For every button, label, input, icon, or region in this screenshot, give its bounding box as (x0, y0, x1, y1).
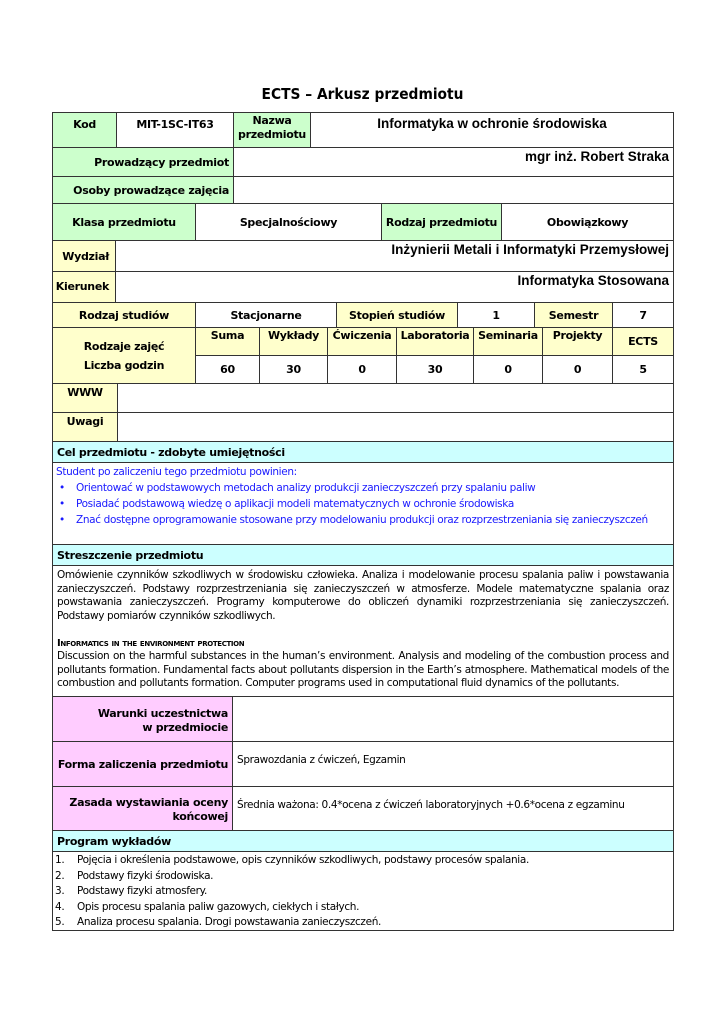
liczba-label: Liczba godzin (83, 359, 165, 372)
program-item (55, 853, 673, 869)
www-value (117, 383, 674, 413)
hours-col-label-projekty: Projekty (542, 327, 613, 356)
warunki-label-line1: Warunki uczestnictwa (97, 707, 228, 720)
zasada-label-line1: Zasada wystawiania oceny (69, 796, 228, 809)
rodzaj-value: Obowiązkowy (501, 203, 674, 241)
hours-col-label-seminaria: Seminaria (473, 327, 543, 356)
summary-en-title: Informatics in the environment protection (57, 638, 245, 649)
wydzial-label: Wydział (52, 240, 116, 272)
hours-col-label-ects: ECTS (612, 327, 674, 356)
summary-text-en: Discussion on the harmful substances in the human’s environment. Analysis and modeling of the combustion process and pollutants formation. Fundamental facts about pollutants dispersion in the Earth’s atmosphere. Mathematical models of the combustion and pollutants formation. Computer programs used in computational fluid dynamics of the pollutants. (57, 650, 669, 689)
summary-section (52, 565, 674, 697)
goals-intro: Student po zaliczeniu tego przedmiotu powinien: (56, 466, 297, 478)
kod-label: Kod (52, 112, 117, 148)
kierunek-label: Kierunek (52, 271, 116, 303)
summary-heading: Streszczenie przedmiotu (52, 544, 674, 566)
nazwa-label: Nazwa przedmiotu (233, 112, 311, 148)
rodzaje-liczba-label (52, 327, 196, 384)
hours-col-value: 0 (473, 355, 543, 384)
hours-col-value: 0 (542, 355, 613, 384)
stopien-label: Stopień studiów (336, 302, 458, 328)
program-item-number: 5. (55, 916, 65, 928)
semestr-label: Semestr (534, 302, 613, 328)
kierunek-value: Informatyka Stosowana (115, 271, 674, 303)
hours-col-value: 5 (612, 355, 674, 384)
program-item-text: Opis procesu spalania paliw gazowych, ciekłych i stałych. (77, 900, 360, 913)
program-item (55, 869, 673, 885)
semestr-value: 7 (612, 302, 674, 328)
program-item-text: Podstawy fizyki atmosfery. (77, 885, 207, 897)
program-item (55, 900, 673, 916)
program-item-text: Podstawy fizyki środowiska. (77, 869, 214, 882)
hours-col-value: 30 (259, 355, 328, 384)
hours-col-value: 30 (396, 355, 474, 384)
forma-value: Sprawozdania z ćwiczeń, Egzamin (232, 741, 674, 787)
warunki-value (232, 696, 674, 742)
stopien-value: 1 (457, 302, 535, 328)
hours-col-label-laboratoria: Laboratoria (396, 327, 474, 356)
warunki-label-line2: w przedmiocie (142, 721, 228, 734)
program-item-text: Analiza procesu spalania. Drogi powstawania zanieczyszczeń. (77, 916, 381, 928)
klasa-label: Klasa przedmiotu (52, 203, 196, 241)
rodzaje-label: Rodzaje zajęć (83, 340, 165, 353)
hours-col-label-suma: Suma (195, 327, 260, 356)
rodzaj-label: Rodzaj przedmiotu (381, 203, 502, 241)
wydzial-value: Inżynierii Metali i Informatyki Przemysłowej (115, 240, 674, 272)
zasada-label-line2: końcowej (172, 810, 228, 823)
hours-col-label-cwiczenia: Ćwiczenia (327, 327, 397, 356)
nazwa-value: Informatyka w ochronie środowiska (310, 112, 674, 148)
goals-section (52, 462, 674, 545)
prowadzacy-label: Prowadzący przedmiot (52, 147, 234, 177)
document-title: ECTS – Arkusz przedmiotu (261, 85, 464, 103)
goal-item: • Orientować w podstawowych metodach analizy produkcji zanieczyszczeń przy spalaniu paliw (56, 480, 673, 496)
zasada-label (52, 786, 233, 831)
hours-col-value: 0 (327, 355, 397, 384)
rodzaj-studiow-label: Rodzaj studiów (52, 302, 196, 328)
goal-item: • Znać dostępne oprogramowanie stosowane przy modelowaniu produkcji oraz rozprzestrzeniania się zanieczyszczeń (56, 512, 673, 528)
prowadzacy-value: mgr inż. Robert Straka (233, 147, 674, 177)
program-item-number: 3. (55, 885, 65, 897)
klasa-value: Specjalnościowy (195, 203, 382, 241)
uwagi-value (117, 412, 674, 442)
uwagi-label: Uwagi (52, 412, 118, 442)
program-section (52, 851, 674, 931)
rodzaj-studiow-value: Stacjonarne (195, 302, 337, 328)
warunki-label (52, 696, 233, 742)
www-label: WWW (52, 383, 118, 413)
program-item-number: 2. (55, 869, 65, 882)
program-item-number: 1. (55, 854, 65, 866)
osoby-value (233, 176, 674, 204)
program-list (55, 853, 673, 931)
hours-col-value: 60 (195, 355, 260, 384)
program-item (55, 884, 673, 900)
goal-item: • Posiadać podstawową wiedzę o aplikacji modeli matematycznych w ochronie środowiska (56, 496, 673, 512)
forma-label: Forma zaliczenia przedmiotu (52, 741, 233, 787)
program-item-number: 4. (55, 900, 65, 913)
program-heading: Program wykładów (52, 830, 674, 852)
kod-value: MIT-1SC-IT63 (116, 112, 234, 148)
program-item (55, 915, 673, 931)
osoby-label: Osoby prowadzące zajęcia (52, 176, 234, 204)
hours-col-label-wyklady: Wykłady (259, 327, 328, 356)
goals-list (56, 480, 673, 528)
program-item-text: Pojęcia i określenia podstawowe, opis czynników szkodliwych, podstawy procesów spalania. (77, 854, 529, 866)
zasada-value: Średnia ważona: 0.4*ocena z ćwiczeń laboratoryjnych +0.6*ocena z egzaminu (232, 786, 674, 831)
summary-text-pl: Omówienie czynników szkodliwych w środowisku człowieka. Analiza i modelowanie procesu spalania paliw i powstawania zanieczyszczeń. Podstawy rozprzestrzeniania się zanieczyszczeń w atmosferze. Modele matematyczne spalania oraz powstawania zanieczyszczeń. Programy komputerowe do obliczeń dynamiki rozprzestrzeniania się zanieczyszczeń. Podstawy pomiarów czynników szkodliwych. (57, 569, 669, 622)
goals-heading: Cel przedmiotu - zdobyte umiejętności (52, 441, 674, 463)
